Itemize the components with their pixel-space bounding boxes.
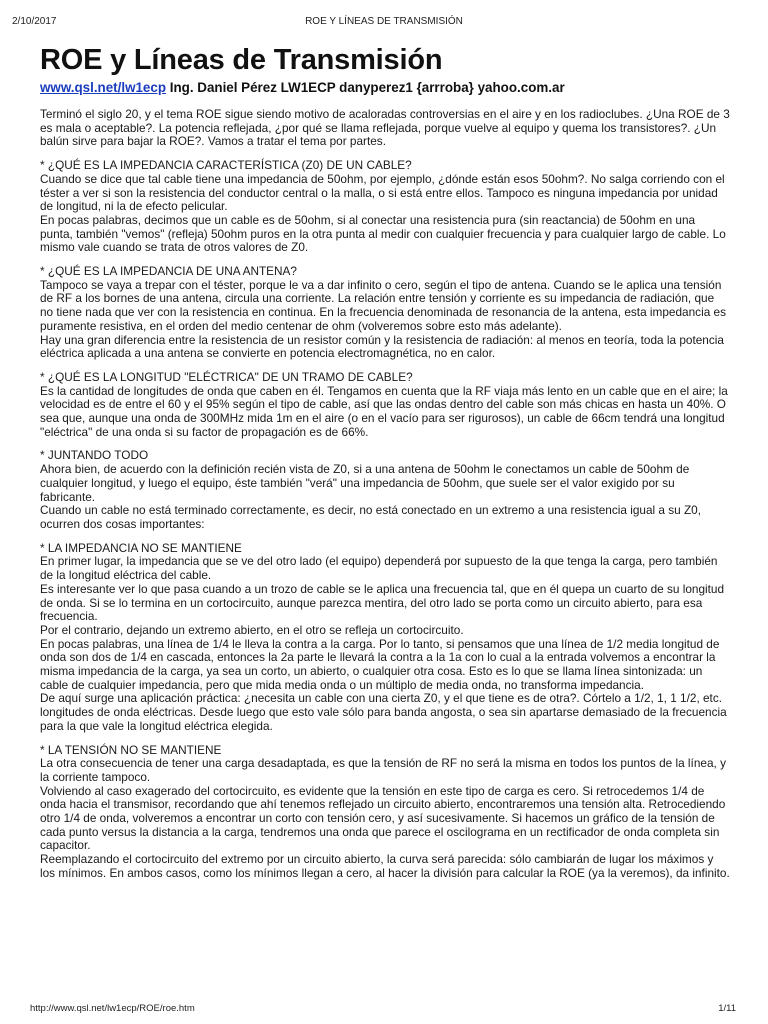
article-section [40,265,730,361]
document-title: ROE y Líneas de Transmisión [40,44,443,76]
print-footer [0,1000,768,1024]
section-heading: * JUNTANDO TODO [40,448,149,463]
print-date: 2/10/2017 [12,16,57,27]
paragraph: Cuando un cable no está terminado correctamente, es decir, no está conectado en un extremo a una resistencia igual a su Z0, ocurren dos cosas importantes: [40,503,702,531]
author-info: Ing. Daniel Pérez LW1ECP danyperez1 {arrroba} yahoo.com.ar [169,80,565,95]
author-website-link[interactable]: www.qsl.net/lw1ecp [40,80,167,95]
paragraph: En primer lugar, la impedancia que se ve del otro lado (el equipo) dependerá por supuesto de la que tenga la carga, pero también de la longitud eléctrica del cable. [40,554,718,583]
section-heading: * ¿QUÉ ES LA LONGITUD "ELÉCTRICA" DE UN TRAMO DE CABLE? [40,369,413,384]
paragraph: En pocas palabras, una línea de 1/4 le lleva la contra a la carga. Por lo tanto, si pensamos que una línea de 1/2 media longitud de onda son dos de 1/4 en cascada, entonces la 2a parte le llevará la contra a la 1a con lo cual a la entrada volvemos a encontrar la misma impedancia de la carga, ya sea un corto, un abierto, o cualquier otra cosa. Esto es lo que se llama línea sintonizada: un cable de cualquier impedancia, pero que mida media onda o un múltiplo de media onda, no transforma impedancia. [40,636,720,692]
paragraph: Ahora bien, de acuerdo con la definición recién vista de Z0, si a una antena de 50ohm le conectamos un cable de 50ohm de cualquier longitud, y luego el equipo, éste también "verá" una impedancia de 50ohm, que suele ser el valor exigido por su fabricante. [40,462,690,504]
print-url: http://www.qsl.net/lw1ecp/ROE/roe.htm [30,1003,195,1014]
section-heading: * ¿QUÉ ES LA IMPEDANCIA DE UNA ANTENA? [40,264,297,279]
paragraph: Es interesante ver lo que pasa cuando a un trozo de cable se le aplica una frecuencia tal, que en él quepa un cuarto de su longitud de onda. Si se lo termina en un cortocircuito, aunque parezca mentira, del otro lado se porta como un circuito abierto, para esa frecuencia. [40,581,725,624]
paragraph: La otra consecuencia de tener una carga desadaptada, es que la tensión de RF no será la misma en todos los puntos de la línea, y la corriente tampoco. [40,756,726,784]
print-header [0,0,768,30]
paragraph: Tampoco se vaya a trepar con el téster, porque le va a dar infinito o cero, según el tipo de antena. Cuando se le aplica una tensión de RF a los bornes de una antena, circula una corriente. La relación entre tensión y corriente es su impedancia de radiación, que no tiene nada que ver con la resistencia en continua. En la frecuencia denominada de resonancia de la antena, esta impedancia es puramente resistiva, en el orden del medio centenar de ohm (volveremos sobre esto más adelante). [40,277,726,333]
article-body [40,108,730,881]
article-section [40,159,730,255]
page-number: 1/11 [718,1003,736,1014]
paragraph: Volviendo al caso exagerado del cortocircuito, es evidente que la tensión en este tipo de carga es cero. Si retrocedemos 1/4 de onda hacia el transmisor, recordando que ahí tenemos reflejado un circuito abierto, encontraremos una tensión alta. Retrocediendo otro 1/4 de onda, volveremos a encontrar un corto con tensión cero, y así sucesivamente. Si hacemos un gráfico de la tensión de cada punto versus la distancia a la carga, tendremos una onda que parece el oscilograma en un rectificador de onda completa sin capacitor. [40,783,726,853]
paragraph: En pocas palabras, decimos que un cable es de 50ohm, si al conectar una resistencia pura (sin reactancia) de 50ohm en una punta, también "vemos" (refleja) 50ohm puros en la otra punta al medir con cualquier frecuencia y para cualquier largo de cable. Lo mismo vale cuando se trata de otros valores de Z0. [40,212,726,255]
section-heading: * LA TENSIÓN NO SE MANTIENE [40,742,222,757]
article-section [40,449,730,531]
section-heading: * LA IMPEDANCIA NO SE MANTIENE [40,540,242,555]
paragraph: Por el contrario, dejando un extremo abierto, en el otro se refleja un cortocircuito. [40,622,464,637]
paragraph: Hay una gran diferencia entre la resistencia de un resistor común y la resistencia de radiación: al menos en teoría, toda la potencia eléctrica aplicada a una antena se convierte en potencia electromagnética, no en calor. [40,332,724,361]
article-section [40,744,730,881]
paragraph: Terminó el siglo 20, y el tema ROE sigue siendo motivo de acaloradas controversias en el aire y en los radioclubes. ¿Una ROE de 3 es mala o aceptable?. La potencia reflejada, ¿por qué se llama reflejada, porque vuelve al equipo y quema los transistores?. ¿Un balún sirve para bajar la ROE?. Vamos a tratar el tema por partes. [40,107,730,149]
document-content [40,42,730,881]
article-section [40,108,730,149]
article-section [40,542,730,734]
paragraph: De aquí surge una aplicación práctica: ¿necesita un cable con una cierta Z0, y el que tiene es de otra?. Córtelo a 1/2, 1, 1 1/2, etc. longitudes de onda eléctricas. Desde luego que esto vale sólo para banda angosta, o sea sin apartarse demasiado de la frecuencia para la que vale la longitud eléctrica elegida. [40,691,727,733]
paragraph: Es la cantidad de longitudes de onda que caben en él. Tengamos en cuenta que la RF viaja más lento en un cable que en el aire; la velocidad es de entre el 60 y el 95% según el tipo de cable, así que las ondas dentro del cable son más chicas en hasta un 40%. O sea que, aunque una onda de 300MHz mida 1m en el aire (o en el vacío para ser rigurosos), un cable de 66cm tendrá una longitud "eléctrica" de una onda si su factor de propagación es de 66%. [40,383,728,439]
paragraph: Reemplazando el cortocircuito del extremo por un circuito abierto, la curva será parecida: sólo cambiarán de lugar los máximos y los mínimos. En ambos casos, como los mínimos llegan a cero, al hacer la división para calcular la ROE (ya la veremos), da infinito. [40,852,730,880]
byline [40,79,730,96]
print-page-title: ROE Y LÍNEAS DE TRANSMISIÓN [305,16,463,27]
paragraph: Cuando se dice que tal cable tiene una impedancia de 50ohm, por ejemplo, ¿dónde están esos 50ohm?. No salga corriendo con el téster a ver si son la resistencia del conductor central o la malla, o si está entre ellos. Tampoco es ninguna impedancia por unidad de longitud, ni la de efecto pelicular. [40,171,725,214]
article-section [40,371,730,440]
section-heading: * ¿QUÉ ES LA IMPEDANCIA CARACTERÍSTICA (Z0) DE UN CABLE? [40,158,412,173]
